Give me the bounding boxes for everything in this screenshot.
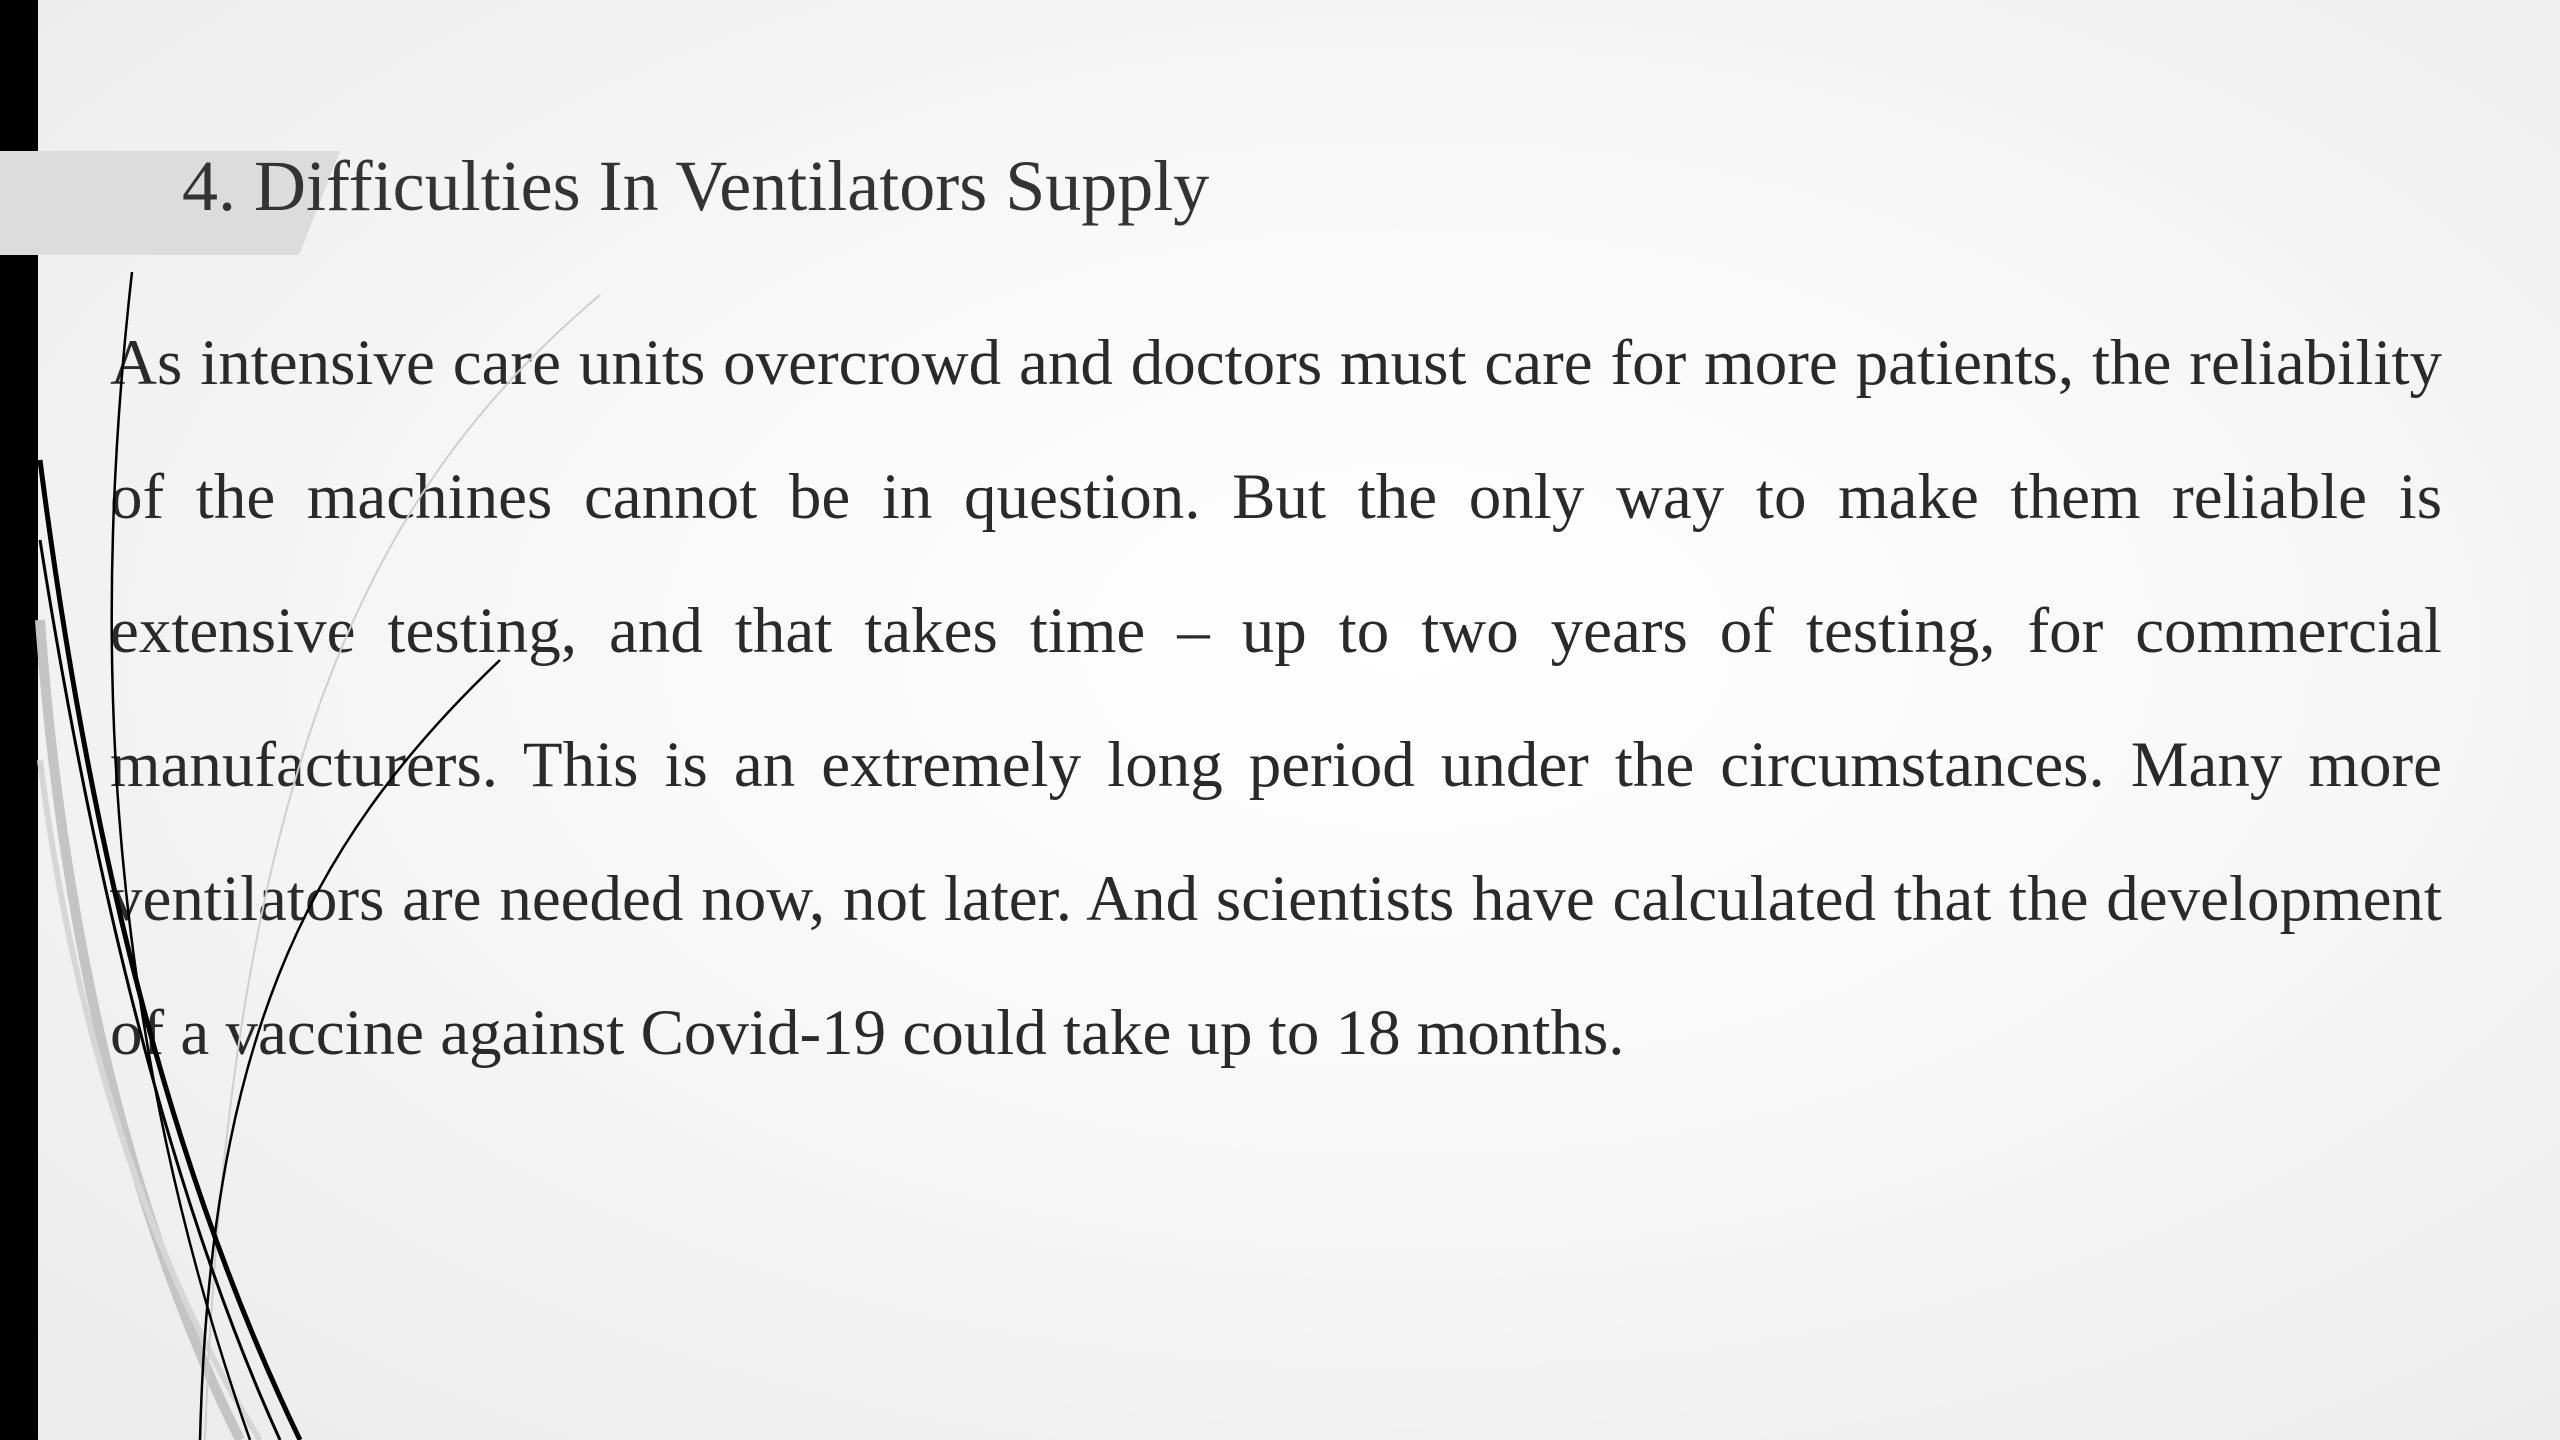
slide-body-text: As intensive care units overcrowd and doctors must care for more patients, the reliability of the machines cannot be in question. But the only way to make them reliable is extensive testing, and that takes time – up to two years of testing, for commercial manufacturers. This is an extremely long period under the circumstances. Many more ventilators are needed now, not later. And scientists have calculated that the development of a vaccine against Covid-19 could take up to 18 months. (110, 327, 2442, 1069)
slide-title: 4. Difficulties In Ventilators Supply (182, 146, 1210, 226)
